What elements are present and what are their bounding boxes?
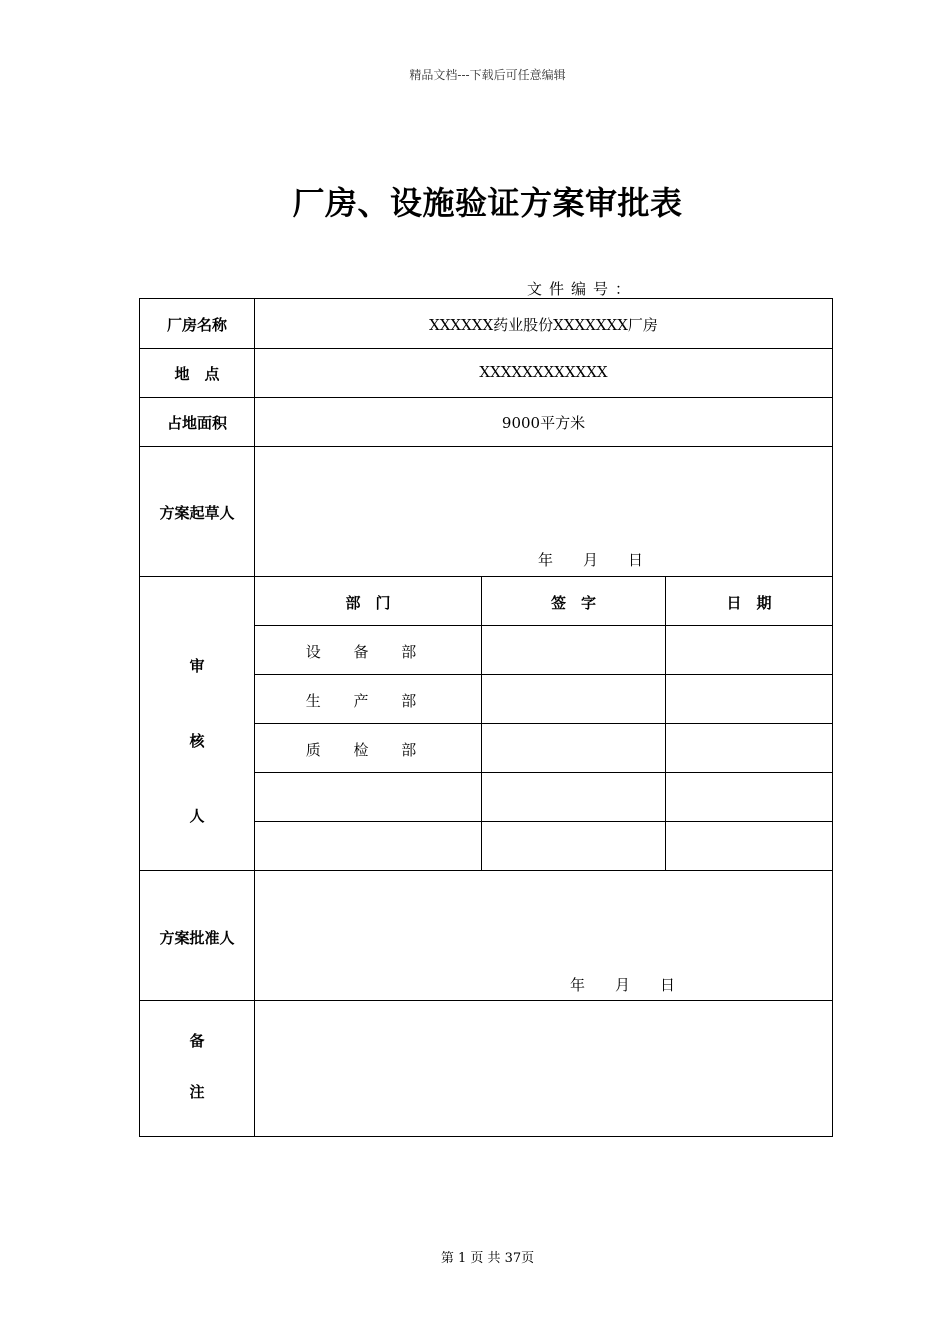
review-row-divider [255,772,832,773]
approver-date: 年 月 日 [570,976,676,994]
drafter-date: 年 月 日 [538,551,644,569]
row-divider [140,576,832,577]
date-column-header: 日 期 [726,594,772,612]
signature-column-header: 签 字 [550,594,596,612]
factory-name-value: XXXXXX药业股份XXXXXXX厂房 [429,316,658,334]
review-column-divider [665,576,666,870]
area-label: 占地面积 [166,414,227,432]
drafter-label: 方案起草人 [159,504,235,522]
approval-table [139,298,833,1137]
review-row-divider [255,625,832,626]
row-divider [140,870,832,871]
approver-label: 方案批准人 [159,929,235,947]
review-row-divider [255,821,832,822]
remarks-label-char: 注 [189,1083,205,1101]
document-title: 厂房、设施验证方案审批表 [292,184,683,222]
reviewer-label-char: 核 [189,732,205,750]
area-value: 9000平方米 [501,414,586,432]
department-production: 生 产 部 [305,692,431,710]
location-label: 地 点 [174,365,220,383]
department-equipment: 设 备 部 [305,643,431,661]
location-value: XXXXXXXXXXXX [479,363,608,381]
row-divider [140,1000,832,1001]
document-number-label: 文件编号： [527,280,638,298]
row-divider [140,397,832,398]
review-row-divider [255,674,832,675]
page-header: 精品文档---下载后可任意编辑 [409,68,566,82]
reviewer-label-char: 审 [189,657,205,675]
row-divider [140,348,832,349]
review-column-divider [481,576,482,870]
reviewer-label-char: 人 [189,807,205,825]
department-column-header: 部 门 [345,594,391,612]
row-divider [140,446,832,447]
review-row-divider [255,723,832,724]
page-footer: 第 1 页 共 37页 [440,1251,535,1266]
remarks-label-char: 备 [189,1032,205,1050]
factory-name-label: 厂房名称 [166,316,227,334]
department-quality: 质 检 部 [305,741,431,759]
